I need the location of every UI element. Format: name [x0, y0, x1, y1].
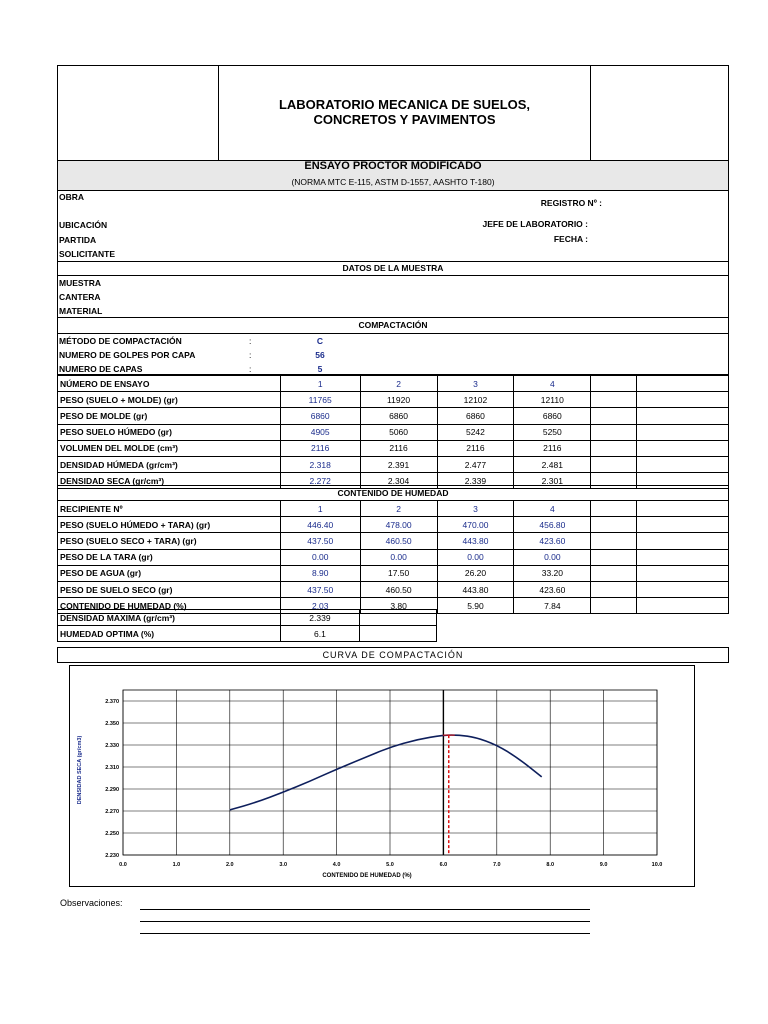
x-tick-label: 10.0 — [651, 862, 663, 868]
chart-frame — [70, 666, 695, 887]
humedad-row — [58, 517, 729, 533]
ensayo-empty-cell — [591, 392, 637, 408]
ensayo-cell: 2.391 — [360, 456, 437, 472]
resultados-table — [57, 609, 437, 642]
humedad-empty-cell — [591, 549, 637, 565]
ensayo-cell: 2116 — [437, 440, 514, 456]
x-tick-label: 5.0 — [386, 862, 394, 868]
ensayo-cell: 2116 — [360, 440, 437, 456]
ensayo-row — [58, 456, 729, 472]
ubicacion-label: UBICACIÓN — [59, 220, 108, 230]
y-tick-label: 2.370 — [105, 699, 119, 705]
humedad-row-label: RECIPIENTE Nº — [58, 501, 281, 517]
ensayo-cell: 4 — [514, 376, 591, 392]
ensayo-row — [58, 424, 729, 440]
humedad-cell: 478.00 — [360, 517, 437, 533]
humedad-empty-cell — [591, 517, 637, 533]
ensayo-cell: 2.304 — [360, 473, 437, 489]
test-title: ENSAYO PROCTOR MODIFICADO — [304, 160, 482, 172]
hopt-label: HUMEDAD OPTIMA (%) — [58, 626, 281, 642]
ensayo-row — [58, 376, 729, 392]
ensayo-cell: 2116 — [514, 440, 591, 456]
ensayo-cell: 2.477 — [437, 456, 514, 472]
registro-label: REGISTRO Nº : — [540, 198, 602, 208]
ensayo-cell: 12102 — [437, 392, 514, 408]
humedad-row-label: PESO DE SUELO SECO (gr) — [58, 581, 281, 597]
test-norm: (NORMA MTC E-115, ASTM D-1557, AASHTO T-180) — [291, 177, 495, 187]
ensayo-row-label: VOLUMEN DEL MOLDE (cm³) — [58, 440, 281, 456]
humedad-cell: 0.00 — [360, 549, 437, 565]
x-tick-label: 1.0 — [172, 862, 181, 868]
solicitante-label: SOLICITANTE — [59, 249, 116, 259]
humedad-cell: 4 — [514, 501, 591, 517]
humedad-cell: 456.80 — [514, 517, 591, 533]
ensayo-cell: 1 — [280, 376, 360, 392]
ensayo-empty-cell — [637, 408, 729, 424]
x-tick-label: 7.0 — [492, 862, 501, 868]
golpes-colon: : — [249, 350, 252, 360]
ensayo-empty-cell — [591, 424, 637, 440]
humedad-cell: 443.80 — [437, 581, 514, 597]
humedad-row — [58, 565, 729, 581]
muestra-title: DATOS DE LA MUESTRA — [342, 263, 444, 273]
ensayo-cell: 2.339 — [437, 473, 514, 489]
dmax-value: 2.339 — [280, 610, 360, 626]
jefe-label: JEFE DE LABORATORIO : — [482, 219, 588, 229]
humedad-empty-cell — [637, 517, 729, 533]
humedad-cell: 0.00 — [437, 549, 514, 565]
golpes-label: NUMERO DE GOLPES POR CAPA — [59, 350, 196, 360]
humedad-empty-cell — [591, 501, 637, 517]
y-tick-label: 2.350 — [105, 721, 119, 727]
humedad-cell: 5.90 — [437, 598, 514, 614]
ensayo-table — [57, 375, 729, 489]
humedad-empty-cell — [637, 533, 729, 549]
ensayo-cell: 6860 — [437, 408, 514, 424]
ensayo-cell: 2116 — [280, 440, 360, 456]
x-axis-label: CONTENIDO DE HUMEDAD (%) — [322, 873, 412, 879]
ensayo-empty-cell — [591, 376, 637, 392]
humedad-cell: 437.50 — [280, 581, 360, 597]
ensayo-row — [58, 440, 729, 456]
ensayo-empty-cell — [637, 392, 729, 408]
humedad-cell: 446.40 — [280, 517, 360, 533]
x-tick-label: 6.0 — [439, 862, 448, 868]
lab-title: LABORATORIO MECANICA DE SUELOS, CONCRETOS Y PAVIMENTOS — [278, 97, 531, 127]
humedad-row — [58, 549, 729, 565]
logo-box-right — [590, 65, 729, 161]
humedad-empty-cell — [637, 581, 729, 597]
ensayo-empty-cell — [637, 440, 729, 456]
x-tick-label: 4.0 — [332, 862, 341, 868]
compactacion-title: COMPACTACIÓN — [358, 320, 428, 330]
ensayo-empty-cell — [637, 376, 729, 392]
ensayo-cell: 5250 — [514, 424, 591, 440]
humedad-row — [58, 533, 729, 549]
humedad-empty-cell — [591, 533, 637, 549]
compaction-chart — [69, 665, 695, 887]
x-tick-label: 0.0 — [119, 862, 127, 868]
muestra-block — [57, 275, 729, 318]
humedad-row — [58, 501, 729, 517]
ensayo-row-label: DENSIDAD SECA (gr/cm³) — [58, 473, 281, 489]
capas-colon: : — [249, 364, 252, 374]
golpes-value: 56 — [315, 350, 325, 360]
humedad-cell: 0.00 — [280, 549, 360, 565]
humedad-cell: 443.80 — [437, 533, 514, 549]
dmax-label: DENSIDAD MAXIMA (gr/cm³) — [58, 610, 281, 626]
y-tick-label: 2.330 — [105, 743, 119, 749]
material-label: MATERIAL — [59, 306, 103, 316]
humedad-cell: 2.03 — [280, 598, 360, 614]
humedad-empty-cell — [591, 565, 637, 581]
humedad-cell: 33.20 — [514, 565, 591, 581]
ensayo-row-label: DENSIDAD HÚMEDA (gr/cm³) — [58, 456, 281, 472]
x-tick-label: 3.0 — [279, 862, 288, 868]
muestra-label: MUESTRA — [59, 278, 102, 288]
humedad-cell: 3.80 — [360, 598, 437, 614]
humedad-empty-cell — [637, 565, 729, 581]
humedad-cell: 437.50 — [280, 533, 360, 549]
ensayo-empty-cell — [591, 456, 637, 472]
humedad-cell: 470.00 — [437, 517, 514, 533]
ensayo-cell: 6860 — [360, 408, 437, 424]
humedad-cell: 423.60 — [514, 533, 591, 549]
y-tick-label: 2.250 — [105, 831, 119, 837]
y-tick-label: 2.270 — [105, 809, 119, 815]
humedad-row-label: PESO (SUELO SECO + TARA) (gr) — [58, 533, 281, 549]
humedad-row-label: PESO DE LA TARA (gr) — [58, 549, 281, 565]
humedad-cell: 3 — [437, 501, 514, 517]
humedad-empty-cell — [637, 549, 729, 565]
obs-line-2 — [140, 921, 590, 922]
obs-line-3 — [140, 933, 590, 934]
x-tick-label: 2.0 — [225, 862, 234, 868]
y-tick-label: 2.290 — [105, 787, 119, 793]
humedad-cell: 460.50 — [360, 533, 437, 549]
ensayo-cell: 2.481 — [514, 456, 591, 472]
ensayo-row — [58, 392, 729, 408]
ensayo-row-label: PESO SUELO HÚMEDO (gr) — [58, 424, 281, 440]
y-tick-label: 2.310 — [105, 765, 119, 771]
humedad-empty-cell — [637, 598, 729, 614]
ensayo-empty-cell — [591, 440, 637, 456]
ensayo-cell: 2.318 — [280, 456, 360, 472]
curve-title: CURVA DE COMPACTACIÓN — [322, 650, 464, 660]
humedad-cell: 1 — [280, 501, 360, 517]
partida-label: PARTIDA — [59, 235, 97, 245]
humedad-cell: 8.90 — [280, 565, 360, 581]
ensayo-cell: 3 — [437, 376, 514, 392]
ensayo-row — [58, 408, 729, 424]
ensayo-cell: 5242 — [437, 424, 514, 440]
humedad-table — [57, 500, 729, 614]
info-block — [57, 190, 729, 262]
dmax-empty — [360, 610, 437, 626]
humedad-empty-cell — [637, 501, 729, 517]
hopt-empty — [360, 626, 437, 642]
humedad-cell: 460.50 — [360, 581, 437, 597]
x-tick-label: 8.0 — [546, 862, 555, 868]
metodo-colon: : — [249, 336, 252, 346]
humedad-row-label: PESO DE AGUA (gr) — [58, 565, 281, 581]
ensayo-row-label: NÚMERO DE ENSAYO — [58, 376, 281, 392]
humedad-row-label: PESO (SUELO HÚMEDO + TARA) (gr) — [58, 517, 281, 533]
logo-box-left — [57, 65, 219, 161]
ensayo-row-label: PESO DE MOLDE (gr) — [58, 408, 281, 424]
ensayo-empty-cell — [591, 408, 637, 424]
obra-label: OBRA — [59, 192, 85, 202]
ensayo-cell: 12110 — [514, 392, 591, 408]
hopt-value: 6.1 — [280, 626, 360, 642]
humedad-row — [58, 581, 729, 597]
humedad-empty-cell — [591, 598, 637, 614]
cantera-label: CANTERA — [59, 292, 101, 302]
y-tick-label: 2.230 — [105, 853, 119, 859]
ensayo-cell: 5060 — [360, 424, 437, 440]
humedad-empty-cell — [591, 581, 637, 597]
ensayo-cell: 4905 — [280, 424, 360, 440]
ensayo-empty-cell — [637, 424, 729, 440]
ensayo-cell: 2.272 — [280, 473, 360, 489]
capas-label: NUMERO DE CAPAS — [59, 364, 143, 374]
humedad-cell: 423.60 — [514, 581, 591, 597]
humedad-title: CONTENIDO DE HUMEDAD — [337, 488, 449, 498]
ensayo-cell: 6860 — [280, 408, 360, 424]
fecha-label: FECHA : — [553, 234, 588, 244]
ensayo-cell: 6860 — [514, 408, 591, 424]
ensayo-cell: 11920 — [360, 392, 437, 408]
y-axis-label: DENSIDAD SECA (gr/cm3) — [77, 735, 83, 805]
observaciones-label: Observaciones: — [60, 898, 123, 908]
humedad-cell: 7.84 — [514, 598, 591, 614]
humedad-row-label: CONTENIDO DE HUMEDAD (%) — [58, 598, 281, 614]
humedad-cell: 0.00 — [514, 549, 591, 565]
ensayo-empty-cell — [637, 456, 729, 472]
humedad-cell: 17.50 — [360, 565, 437, 581]
metodo-value: C — [316, 336, 324, 346]
obs-line-1 — [140, 909, 590, 910]
ensayo-cell: 2.301 — [514, 473, 591, 489]
x-tick-label: 9.0 — [599, 862, 608, 868]
metodo-label: MÉTODO DE COMPACTACIÓN — [59, 336, 182, 346]
ensayo-cell: 2 — [360, 376, 437, 392]
ensayo-cell: 11765 — [280, 392, 360, 408]
humedad-cell: 26.20 — [437, 565, 514, 581]
ensayo-row-label: PESO (SUELO + MOLDE) (gr) — [58, 392, 281, 408]
capas-value: 5 — [317, 364, 323, 374]
humedad-cell: 2 — [360, 501, 437, 517]
